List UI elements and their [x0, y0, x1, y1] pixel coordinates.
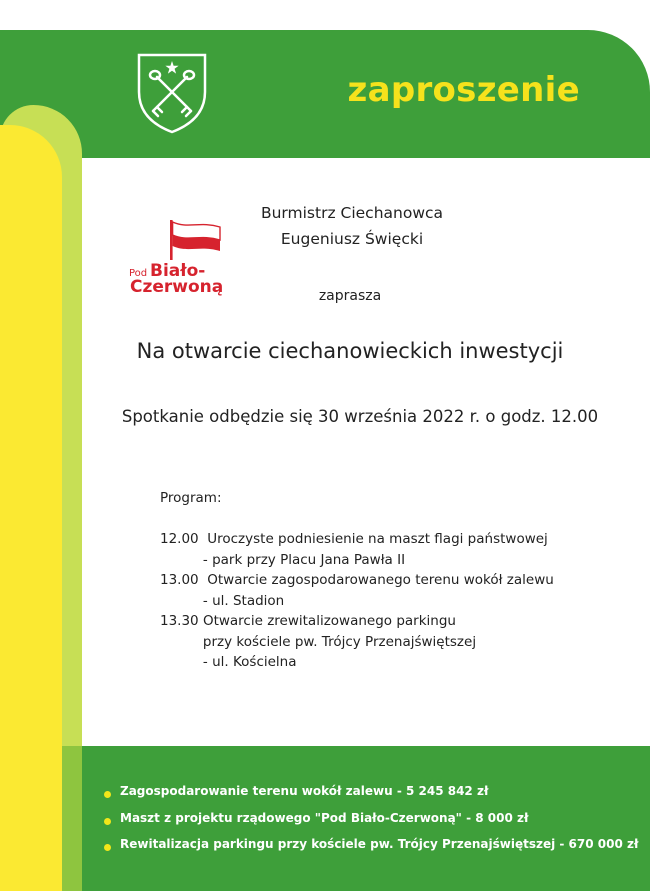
left-yellow-band: [0, 125, 62, 891]
meeting-date-line: Spotkanie odbędzie się 30 września 2022 r. o godz. 12.00: [121, 407, 599, 426]
invites-text: zaprasza: [318, 288, 382, 304]
mayor-title: Burmistrz Ciechanowca: [260, 204, 444, 222]
top-white-band: [0, 0, 650, 30]
program-line: 13.00 Otwarcie zagospodarowanego terenu wokół zalewu: [160, 572, 554, 588]
page-title: zaproszenie: [347, 70, 580, 110]
pod-bialo-czerwona-logo: [128, 218, 230, 302]
program-line: 13.30 Otwarcie zrewitalizowanego parkingu: [160, 613, 456, 629]
investment-text: Maszt z projektu rządowego "Pod Biało-Czerwoną" - 8 000 zł: [120, 810, 529, 825]
investment-list: [104, 784, 638, 864]
mayor-name: Eugeniusz Święcki: [280, 230, 424, 248]
logo-text-pod: Pod: [129, 268, 148, 279]
footer-light-strip: [62, 746, 82, 891]
program-line: - ul. Stadion: [160, 592, 285, 609]
investment-item: [104, 837, 638, 864]
program-label: Program:: [160, 490, 222, 506]
investment-item: [104, 784, 638, 811]
program-line: 12.00 Uroczyste podniesienie na maszt flagi państwowej: [160, 531, 548, 547]
program-line: przy kościele pw. Trójcy Przenajświętszej: [160, 633, 477, 650]
program-line: - park przy Placu Jana Pawła II: [160, 551, 406, 568]
bullet-icon: [104, 844, 111, 851]
invitation-heading: Na otwarcie ciechanowieckich inwestycji: [136, 339, 564, 363]
bullet-icon: [104, 791, 111, 798]
program-line: - ul. Kościelna: [160, 654, 297, 670]
logo-text-bialo: Biało-: [150, 261, 206, 281]
logo-text-czerwona: Czerwoną: [130, 277, 224, 297]
investment-item: [104, 811, 638, 838]
investment-text: Rewitalizacja parkingu przy kościele pw. Trójcy Przenajświętszej - 670 000 zł: [120, 837, 639, 851]
investment-text: Zagospodarowanie terenu wokół zalewu - 5 245 842 zł: [120, 784, 489, 798]
white-red-flag-icon: [166, 218, 226, 262]
program-section: [160, 488, 554, 673]
bullet-icon: [104, 818, 111, 825]
